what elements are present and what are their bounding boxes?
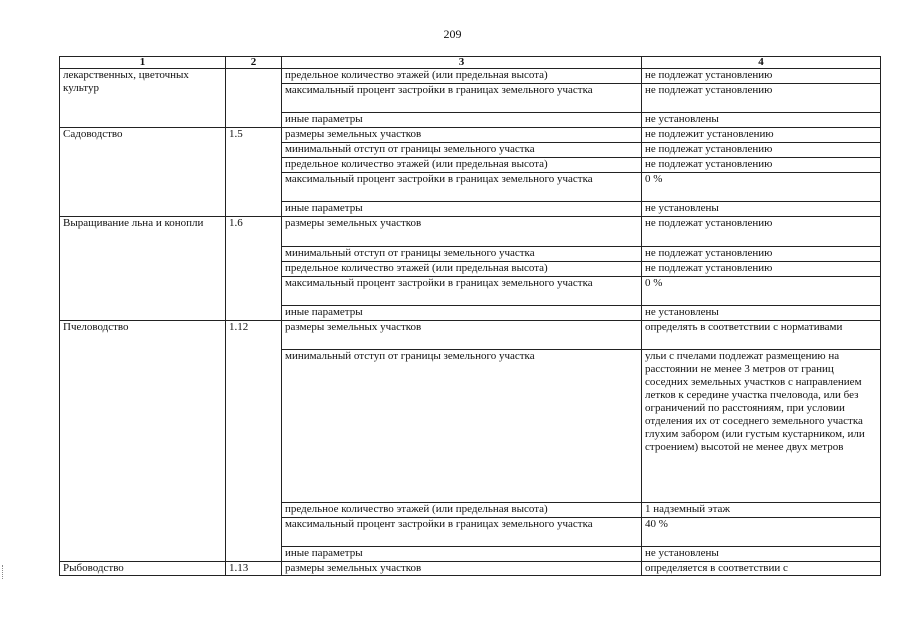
- scan-edge-mark: [2, 565, 7, 579]
- header-cell-4: 4: [642, 57, 881, 69]
- use-type-cell: Выращивание льна и конопли: [60, 217, 226, 321]
- value-cell: 1 надземный этаж: [642, 503, 881, 518]
- param-cell: иные параметры: [282, 306, 642, 321]
- value-cell: не подлежат установлению: [642, 262, 881, 277]
- param-cell: максимальный процент застройки в границах земельного участка: [282, 173, 642, 202]
- regulations-table: [59, 56, 881, 576]
- header-cell-3: 3: [282, 57, 642, 69]
- header-cell-2: 2: [226, 57, 282, 69]
- param-cell: иные параметры: [282, 113, 642, 128]
- param-cell: минимальный отступ от границы земельного участка: [282, 350, 642, 503]
- value-cell: определяется в соответствии с: [642, 562, 881, 576]
- value-cell: ульи с пчелами подлежат размещению на расстоянии не менее 3 метров от границ соседних земельных участков с направлением летков к середине участка пчеловода, или без ограничений по расстояниям, при условии отделения их от соседнего земельного участка глухим забором (или густым кустарником, или строением) высотой не менее двух метров: [642, 350, 881, 503]
- value-cell: не установлены: [642, 547, 881, 562]
- param-cell: максимальный процент застройки в границах земельного участка: [282, 84, 642, 113]
- table-row: [60, 69, 881, 84]
- table-row: [60, 562, 881, 576]
- param-cell: предельное количество этажей (или предельная высота): [282, 158, 642, 173]
- value-cell: не подлежат установлению: [642, 247, 881, 262]
- use-code-cell: 1.13: [226, 562, 282, 576]
- value-cell: не установлены: [642, 202, 881, 217]
- value-cell: 0 %: [642, 277, 881, 306]
- param-cell: размеры земельных участков: [282, 128, 642, 143]
- value-cell: не подлежат установлению: [642, 84, 881, 113]
- header-row: [60, 57, 881, 69]
- param-cell: предельное количество этажей (или предельная высота): [282, 69, 642, 84]
- table-row: [60, 217, 881, 247]
- value-cell: 0 %: [642, 173, 881, 202]
- use-code-cell: [226, 69, 282, 128]
- value-cell: не установлены: [642, 113, 881, 128]
- param-cell: максимальный процент застройки в границах земельного участка: [282, 277, 642, 306]
- value-cell: не подлежат установлению: [642, 143, 881, 158]
- use-type-cell: Садоводство: [60, 128, 226, 217]
- param-cell: максимальный процент застройки в границах земельного участка: [282, 518, 642, 547]
- param-cell: предельное количество этажей (или предельная высота): [282, 503, 642, 518]
- use-code-cell: 1.12: [226, 321, 282, 562]
- value-cell: определять в соответствии с нормативами: [642, 321, 881, 350]
- page-number: 209: [443, 27, 462, 41]
- value-cell: 40 %: [642, 518, 881, 547]
- use-code-cell: 1.5: [226, 128, 282, 217]
- value-cell: не подлежат установлению: [642, 217, 881, 247]
- use-type-cell: Рыбоводство: [60, 562, 226, 576]
- param-cell: предельное количество этажей (или предельная высота): [282, 262, 642, 277]
- use-type-cell: Пчеловодство: [60, 321, 226, 562]
- header-cell-1: 1: [60, 57, 226, 69]
- use-type-cell: лекарственных, цветочных культур: [60, 69, 226, 128]
- value-cell: не подлежат установлению: [642, 158, 881, 173]
- param-cell: иные параметры: [282, 202, 642, 217]
- param-cell: минимальный отступ от границы земельного участка: [282, 247, 642, 262]
- param-cell: размеры земельных участков: [282, 217, 642, 247]
- param-cell: размеры земельных участков: [282, 321, 642, 350]
- value-cell: не подлежит установлению: [642, 128, 881, 143]
- use-code-cell: 1.6: [226, 217, 282, 321]
- param-cell: размеры земельных участков: [282, 562, 642, 576]
- table-row: [60, 128, 881, 143]
- param-cell: минимальный отступ от границы земельного участка: [282, 143, 642, 158]
- table-row: [60, 321, 881, 350]
- param-cell: иные параметры: [282, 547, 642, 562]
- value-cell: не подлежат установлению: [642, 69, 881, 84]
- value-cell: не установлены: [642, 306, 881, 321]
